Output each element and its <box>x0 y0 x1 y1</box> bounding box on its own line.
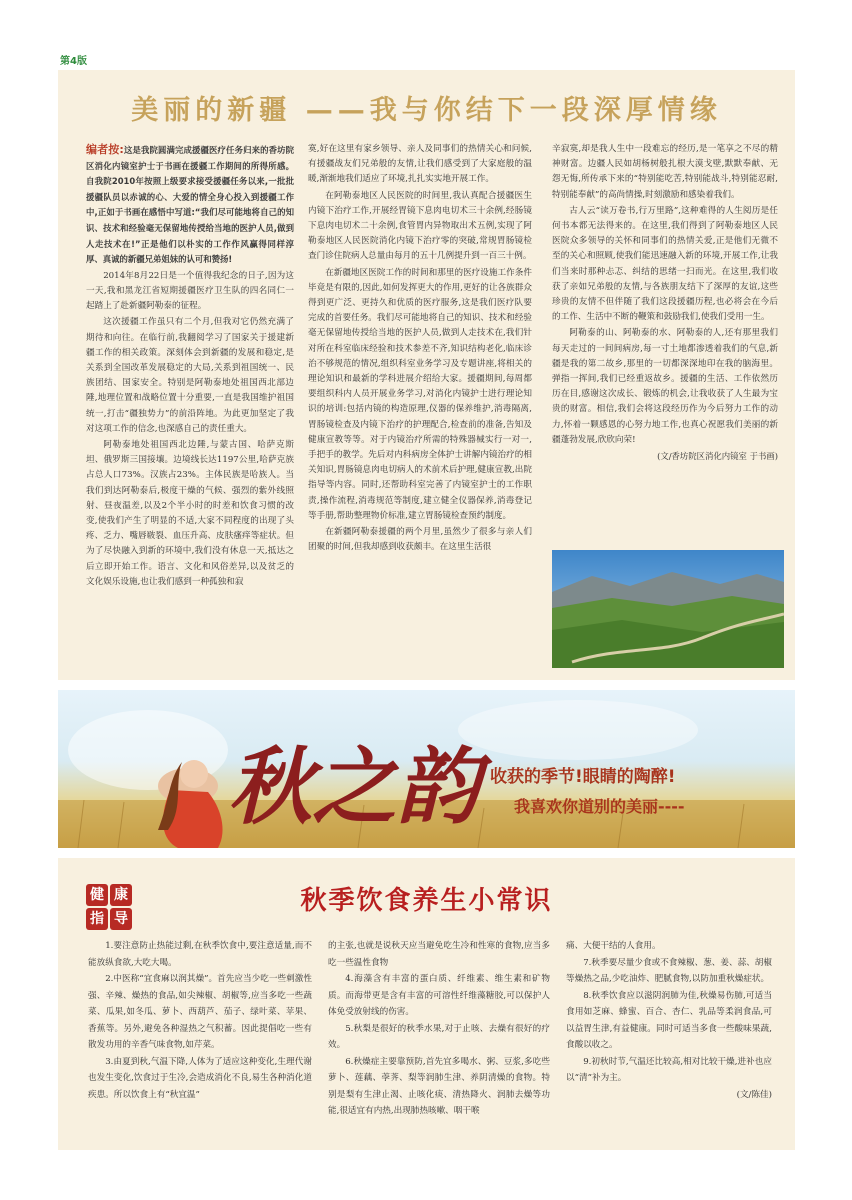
paragraph: 3.由夏到秋,气温下降,人体为了适应这种变化,生理代谢也发生变化,饮食过于生冷,会造成消化不良,易生各种消化道疾患。所以饮食上有“秋宜温” <box>88 1056 312 1100</box>
paragraph: 痛、大便干结的人食用。 <box>566 941 661 951</box>
banner-title: 秋之韵 <box>228 737 481 836</box>
paragraph: 2.中医称“宜食麻以润其燥”。首先应当少吃一些刺激性强、辛辣、燥热的食品,如尖辣椒、胡椒等,应当多吃一些蔬菜、瓜果,如冬瓜、萝卜、西葫芦、茄子、绿叶菜、苹果、香蕉等。另外,避免各种湿热之气积蓄。因此提倡吃一些有散发功用的辛香气味食物,如芹菜。 <box>88 974 312 1050</box>
paragraph: 阿勒泰地处祖国西北边陲,与蒙古国、哈萨克斯坦、俄罗斯三国接壤。边境线长达1197公里,哈萨克族占总人口73%。汉族占23%。主体民族是哈族人。当我们到达阿勒泰后,极度干燥的气候、强烈的紫外线照射、昼夜温差,以及2个半小时的时差和饮食习惯的改变,使我们产生了明显的不适,大家不同程度的出现了头疼、乏力、嘴唇皲裂、血压升高、皮肤瘙痒等症状。但为了尽快融入到新的环境中,我们没有休息一天,抵达之后立即开始工作。语言、文化和风俗差异,以及贫乏的文化娱乐设施,也让我们感到一种孤独和寂 <box>86 439 294 587</box>
paragraph: 在阿勒泰地区人民医院的时间里,我认真配合援疆医生内镜下治疗工作,开展经胃镜下息肉电切术三十余例,经肠镜下息肉电切术二十余例,食管胃内异物取出术五例,实现了阿勒泰地区人民医院消化内镜下治疗零的突破,常规胃肠镜检查门诊住院病人总量由每月的五十几例提升到一百三十例。 <box>308 190 532 262</box>
paragraph: 这次援疆工作虽只有二个月,但我对它仍然充满了期待和向往。在临行前,我翻阅学习了国家关于援建新疆工作的相关政策。深刻体会到新疆的发展和稳定,是关系到全国改革发展稳定的大局,关系到祖国统一、民族团结、国家安全。特别是阿勒泰地处祖国西北部边陲,地理位置和战略位置十分重要,一直是我国维护祖国统一,打击“疆独势力”的前沿阵地。为此更加坚定了我对这项工作的信念,也深感自己的责任重大。 <box>86 317 294 434</box>
article-column-1 <box>86 142 294 672</box>
paragraph: 在新疆阿勒泰援疆的两个月里,虽然少了很多与亲人们团聚的时间,但我却感到收获颇丰。在这里生活很 <box>308 527 532 553</box>
paragraph: 2014年8月22日是一个值得我纪念的日子,因为这一天,我和黑龙江省短期援疆医疗卫生队的四名同仁一起踏上了赴新疆阿勒泰的征程。 <box>86 270 294 312</box>
article-column-2 <box>328 938 550 1143</box>
stamp-char: 导 <box>110 908 132 930</box>
page-number: 第4版 <box>60 56 87 67</box>
paragraph: 8.秋季饮食应以滋阴润肺为佳,秋燥易伤肺,可适当食用如芝麻、蜂蜜、百合、杏仁、乳品等柔润食品,可以益胃生津,有益健康。同时可适当多食一些酸味果蔬,食酸以收之。 <box>566 990 772 1050</box>
autumn-banner <box>58 690 795 848</box>
stamp-char: 指 <box>86 908 108 930</box>
paragraph: 4.海藻含有丰富的蛋白质、纤维素、维生素和矿物质。而海带更是含有丰富的可溶性纤维藻糖胶,可以保护人体免受放射线的伤害。 <box>328 974 550 1017</box>
paragraph: 辛寂寞,却是我人生中一段难忘的经历,是一笔享之不尽的精神财富。边疆人民如胡杨树般扎根大漠戈壁,默默奉献、无怨无悔,所传承下来的“特别能吃苦,特别能战斗,特别能忍耐,特别能奉献”的高尚情操,时刻激励和感染着我们。 <box>552 144 778 200</box>
stamp-char: 康 <box>110 884 132 906</box>
paragraph: 在新疆地区医院工作的时间和那里的医疗设施工作条件毕竟是有限的,因此,如何发挥更大的作用,更好的让各族群众得到更广泛、更持久和优质的医疗服务,这是我们医疗队要完成的首要任务。我们尽可能地将自己的知识、技术和经验毫无保留地传授给当地的医护人员,做到人走技术在,我们针对所在科室临床经验和技术参差不齐,知识结构老化,临床诊治不够规范的情况,组织科室业务学习及专题讲座,将相关的理论知识和最新的学科进展介绍给大家。援疆期间,每周都要组织科内人员开展业务学习,对消化内镜护士进行理论知识的培训:包括内镜的构造原理,仪器的保养维护,消毒隔离,胃肠镜检查及内镜下治疗的护理配合,检查前的准备,告知及健康宣教等等。对于内镜治疗所需的特殊器械实行一对一,手把手的教学。先后对内科病房全体护士讲解内镜治疗的相关知识,胃肠镜息肉电切病人的术前术后护理,健康宣教,出院指导等内容。同时,还帮助科室完善了内镜室护士的工作职责,操作流程,消毒规范等制度,建立健全仪器保养,消毒登记等手册,帮助整理物价标准,建立胃肠镜检查预约制度。 <box>308 267 532 521</box>
editor-note-text: 这是我院圆满完成援疆医疗任务归来的香坊院区消化内镜室护士于书画在援疆工作期间的所得所感。自我院2010年按照上级要求接受援疆任务以来,一批批援疆队员以赤诚的心、大爱的情全身心投入到援疆工作中,正如于书画在感悟中写道:“我们尽可能地将自己的知识、技术和经验毫无保留地传授给当地的医护人员,做到人走技术在!”正是他们以朴实的工作作风赢得同样淳厚、真诚的新疆兄弟姐妹的认可和赞扬! <box>86 145 294 265</box>
article-autumn-diet <box>58 858 795 1150</box>
paragraph: 的主张,也就是说秋天应当避免吃生冷和性寒的食物,应当多吃一些温性食物 <box>328 941 550 968</box>
byline: (文/陈佳) <box>736 1089 772 1100</box>
article-column-3 <box>566 938 772 1143</box>
banner-tagline-2: 我喜欢你道别的美丽---- <box>514 797 685 816</box>
article-column-2 <box>308 142 532 672</box>
banner-tagline-1: 收获的季节!眼睛的陶醉! <box>490 767 676 787</box>
article-column-1 <box>88 938 312 1143</box>
paragraph: 9.初秋时节,气温还比较高,相对比较干燥,进补也应以“清”补为主。 <box>566 1056 772 1083</box>
editor-note <box>86 142 294 268</box>
paragraph: 阿勒泰的山、阿勒泰的水、阿勒泰的人,还有那里我们每天走过的一间间病房,每一寸土地都渗透着我们的气息,新疆是我的第二故乡,那里的一切都深深地印在我的脑海里。弹指一挥间,我们已经重返故乡。援疆的生活、工作依然历历在目,感谢这次成长、锻炼的机会,让我收获了人生最为宝贵的财富。相信,我们会将这段经历作为今后努力工作的动力,怀着一颗感恩的心努力地工作,也真心祝愿我们美丽的新疆蓬勃发展,欣欣向荣! <box>552 328 778 445</box>
paragraph: 7.秋季要尽量少食或不食辣椒、葱、姜、蒜、胡椒等燥热之品,少吃油炸、肥腻食物,以防加重秋燥症状。 <box>566 957 772 984</box>
landscape-photo <box>552 550 784 668</box>
paragraph: 5.秋梨是很好的秋季水果,对于止咳、去燥有很好的疗效。 <box>328 1023 550 1050</box>
paragraph: 古人云“读万卷书,行万里路”,这种难得的人生阅历是任何书本都无法得来的。在这里,我们得到了阿勒泰地区人民医院众多领导的关怀和同事们的热情关爱,正是他们无微不至的关心和照顾,使我们能迅速融入新的环境,开展工作,让我们当来时那种忐忑、纠结的思绪一扫而光。在这里,我们收获了亲如兄弟般的友情,与各族朋友结下了深厚的友谊,这些珍贵的友情不但伴随了我们这段援疆历程,也必将会在今后的工作、生活中不断的鞭策和鼓励我们,使我们受用一生。 <box>552 205 778 323</box>
article-title: 秋季饮食养生小常识 <box>300 886 553 916</box>
article-column-3 <box>552 142 778 548</box>
paragraph: 6.秋燥症主要靠预防,首先宜多喝水、粥、豆浆,多吃些萝卜、莲藕、荸荠、梨等润肺生津、养阴清燥的食物。特别是梨有生津止渴、止咳化痰、清热降火、润肺去燥等功能,很适宜有内热,出现肺热咳嗽、咽干喉 <box>328 1056 550 1116</box>
editor-tag: 编者按: <box>86 143 124 156</box>
article-title: 美丽的新疆 ——我与你结下一段深厚情缘 <box>131 95 722 126</box>
paragraph: 1.要注意防止热能过剩,在秋季饮食中,要注意适量,而不能放纵食欲,大吃大喝。 <box>88 941 312 968</box>
article-xinjiang <box>58 70 795 680</box>
stamp-char: 健 <box>86 884 108 906</box>
byline: (文/香坊院区消化内镜室 于书画) <box>657 451 778 462</box>
paragraph: 寞,好在这里有家乡领导、亲人及同事们的热情关心和问候,有援疆战友们兄弟般的友情,让我们感受到了大家庭般的温暖,渐渐地我们适应了环境,扎扎实实地开展工作。 <box>308 144 532 185</box>
